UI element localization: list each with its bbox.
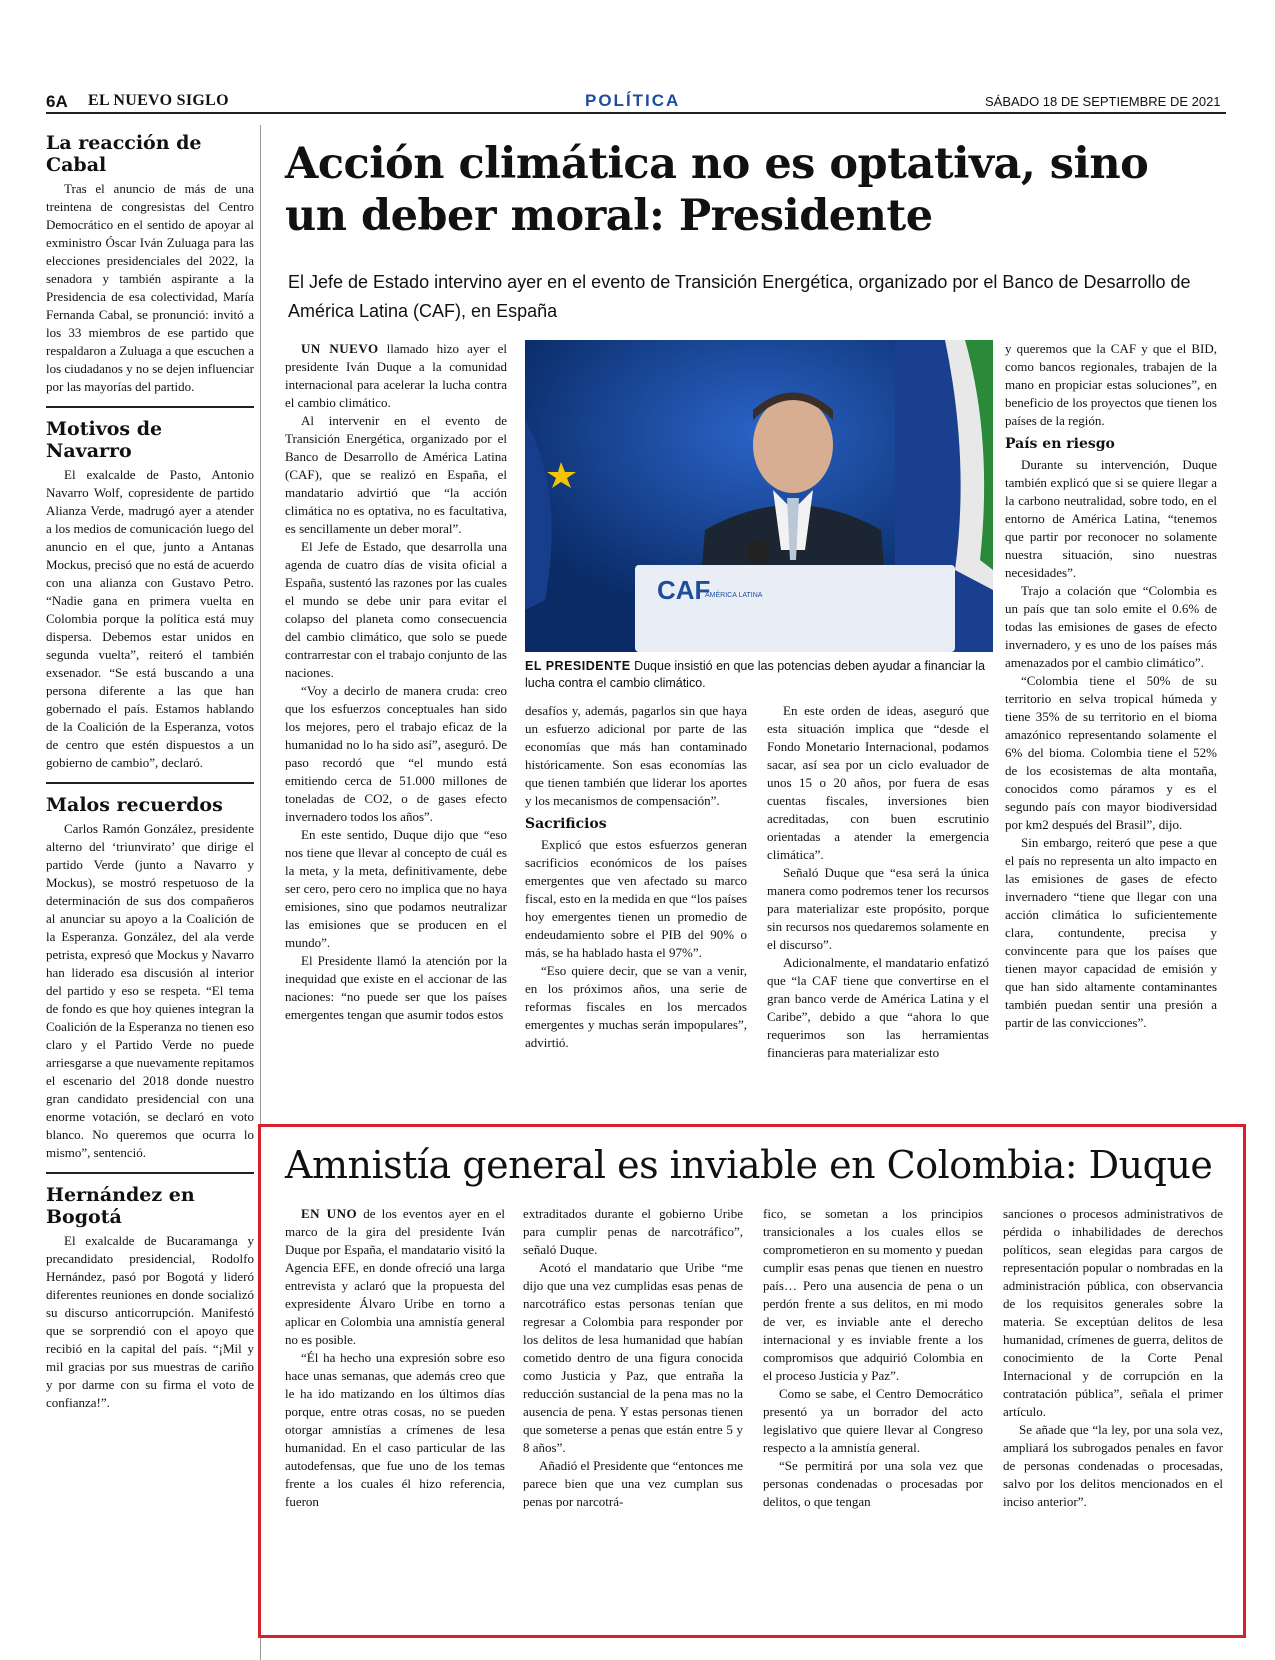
paragraph: sanciones o procesos administrativos de pérdida o inhabilidades de derechos políticos, sean elegidas para cargos de representación popular o nombradas en la administración pública, con observancia de los requisitos generales sobre la materia. Se exceptúan delitos de lesa humanidad, crímenes de guerra, delitos de conocimiento de la Corte Penal Internacional y de corrupción en la contratación pública”, señala el primer artículo.	[1003, 1206, 1223, 1419]
page-number: 6A	[46, 92, 68, 111]
sidebar-item-title: Motivos de Navarro	[46, 418, 163, 462]
caf-logo: CAF	[657, 575, 711, 605]
paragraph: Añadió el Presidente que “entonces me parece bien que una vez cumplan sus penas por narcotrá-	[523, 1458, 743, 1509]
section-label: POLÍTICA	[585, 91, 681, 110]
sidebar-item-text: Tras el anuncio de más de una treintena de congresistas del Centro Democrático en el sentido de apoyar al exministro Óscar Iván Zuluaga para las elecciones presidenciales del 2022, la senadora y también aspirante a la Presidencia de esa colectividad, María Fernanda Cabal, se pronunció: invitó a los 33 miembros de ese partido que respaldaron a Zuluaga a que escuchen a los ciudadanos y no se dejen influenciar por las mayorías del partido.	[46, 181, 254, 394]
paragraph: Al intervenir en el evento de Transición Energética, organizado por el Banco de Desarrollo de América Latina (CAF), que se realizó en España, el mandatario advirtió que “la acción climática no es optativa, no es facultativa, es sencillamente un deber moral”.	[285, 413, 507, 536]
paragraph: “Él ha hecho una expresión sobre eso hace unas semanas, que además creo que le ha ido matizando en los últimos días porque, entre otras cosas, no se pueden otorgar amnistías a crímenes de lesa humanidad. En el caso particular de las autodefensas, que fue uno de los temas frente a los cuales él hizo referencia, fueron	[285, 1350, 505, 1509]
divider	[46, 782, 254, 784]
paragraph: UN NUEVO llamado hizo ayer el presidente Iván Duque a la comunidad internacional para acelerar la lucha contra el cambio climático.	[285, 341, 507, 410]
sidebar-item	[46, 418, 254, 772]
header-rule	[46, 112, 1226, 114]
paragraph: Durante su intervención, Duque también explicó que si se quiere llegar a la carbono neutralidad, sobre todo, en el entorno de América Latina, “tenemos que partir por reconocer no solamente nuestra situación, sino nuestras necesidades”.	[1005, 457, 1217, 580]
paragraph: Se añade que “la ley, por una sola vez, ampliará los subrogados penales en favor de personas condenadas o procesadas, salvo por los delitos mencionados en el inciso anterior”.	[1003, 1422, 1223, 1509]
sidebar-item	[46, 132, 254, 396]
article-column	[1005, 340, 1217, 1032]
photo-illustration	[525, 340, 993, 652]
paragraph: Adicionalmente, el mandatario enfatizó que “la CAF tiene que convertirse en el gran banco verde de América Latina y el Caribe”, debido a que “ahora lo que requerimos son las herramientas financieras para materializar esto	[767, 955, 989, 1060]
paragraph: Sin embargo, reiteró que pese a que el país no representa un alto impacto en las emisiones de gases de efecto invernadero “tiene que llegar con una acción climática lo suficientemente clara, contundente, precisa y convincente para que los países que tienen mayor capacidad de emisión y que han sido altamente contaminantes también puedan sentir una presión a partir de las convicciones”.	[1005, 835, 1217, 1030]
article-column	[285, 1205, 505, 1511]
paragraph: “Se permitirá por una sola vez que personas condenadas o procesadas por delitos, o que tengan	[763, 1458, 983, 1509]
paragraph: Explicó que estos esfuerzos generan sacrificios económicos de los países emergentes que ven afectado su marco fiscal, esto en la medida en que “los países hoy emergentes tienen un promedio de endeudamiento sobre el PIB del 90% o más, se ha hablado hasta el 97%”.	[525, 837, 748, 960]
main-headline: Acción climática no es optativa, sino un deber moral: Presidente	[285, 139, 1149, 241]
article-column	[767, 702, 989, 1062]
lead-in: UN NUEVO	[301, 341, 379, 356]
caption-text: Duque insistió en que las potencias deben ayudar a financiar la lucha contra el cambio climático.	[525, 659, 986, 690]
paragraph: EN UNO de los eventos ayer en el marco de la gira del presidente Iván Duque por España, el mandatario visitó la Agencia EFE, en donde ofreció una larga entrevista y aclaró que la propuesta del expresidente Álvaro Uribe en torno a aplicar en Colombia una amnistía general no es posible.	[285, 1206, 505, 1347]
sidebar-item-title: Malos recuerdos	[46, 794, 223, 816]
caption-lead: EL PRESIDENTE	[525, 659, 631, 673]
issue-date: SÁBADO 18 DE SEPTIEMBRE DE 2021	[985, 94, 1221, 109]
paragraph: y queremos que la CAF y que el BID, como bancos regionales, trabajen de la mano en propiciar estas soluciones”, en beneficio de los proyectos que tienen los países de la región.	[1005, 341, 1217, 428]
paragraph: Acotó el mandatario que Uribe “me dijo que una vez cumplidas esas penas de narcotráfico estas personas tenían que regresar a Colombia para responder por los delitos de lesa humanidad que habían cometido dentro de una figura conocida como Justicia y Paz, que entraña la reducción sustancial de la pena mas no la ausencia de pena. Y estas personas tienen que someterse a penas que están entre 5 y 8 años”.	[523, 1260, 743, 1455]
paragraph: En este orden de ideas, aseguró que esta situación implica que “desde el Fondo Monetario Internacional, podamos sacar, así sea por un ciclo evaluador de unos 15 o 20 años, por fuera de esas cuentas fiscales, inversiones bien acreditadas, con buen escrutinio orientadas a atender la emergencia climática”.	[767, 703, 989, 862]
paragraph: “Eso quiere decir, que se van a venir, en los próximos años, una serie de reformas fiscales en los mercados emergentes y muchas serán impopulares”, advirtió.	[525, 963, 747, 1050]
lead-in: EN UNO	[301, 1206, 358, 1221]
article-column	[525, 702, 747, 1052]
paragraph: “Colombia tiene el 50% de su territorio en selva tropical húmeda y tiene 35% de su territorio en el bioma amazónico representando solamente el 6% del bioma. Colombia tiene el 52% de los ecosistemas de alta montaña, conocidos como páramos y es el segundo país con mayor biodiversidad por km2 después del Brasil”, dijo.	[1005, 673, 1217, 832]
paragraph: Como se sabe, el Centro Democrático presentó ya un borrador del acto legislativo que quiere llevar al Congreso respecto a la amnistía general.	[763, 1386, 983, 1455]
sidebar-item-title: La reacción de Cabal	[46, 132, 202, 176]
main-deck: El Jefe de Estado intervino ayer en el evento de Transición Energética, organizado por el Banco de Desarrollo de América Latina (CAF), en España	[288, 272, 1191, 321]
divider	[46, 1172, 254, 1174]
paragraph: Señaló Duque que “esa será la única manera como podremos tener los recursos para materializar este propósito, porque sin recursos nos quedaremos solamente en el discurso”.	[767, 865, 989, 952]
paragraph: Trajo a colación que “Colombia es un país que tan solo emite el 0.6% de todas las emisiones de gases de efecto invernadero, y es uno de los países más amenazados por el cambio climático”.	[1005, 583, 1217, 670]
divider	[46, 406, 254, 408]
subheading: Sacrificios	[525, 816, 607, 832]
secondary-headline: Amnistía general es inviable en Colombia: Duque	[285, 1143, 1213, 1187]
sidebar-item-text: Carlos Ramón González, presidente alterno del ‘triunvirato’ que dirige el partido Verde (junto a Navarro y Mockus), se mostró respetuoso de la determinación de sus dos compañeros al anunciar su apoyo a la Coalición de la Esperanza. González, del ala verde petrista, expresó que Mockus y Navarro han liderado esa discusión al interior del partido y eso se respeta. “El tema de fondo es que hoy quienes integran la Coalición de la Esperanza no tienen eso claro y el Partido Verde no puede arriesgarse a que nuevamente repitamos el escenario del 2018 donde nuestro gran candidato presidencial con una enorme votación, se declaró en voto blanco. No queremos que ocurra lo mismo”, sentenció.	[46, 821, 254, 1160]
article-column	[285, 340, 507, 1024]
caf-logo-subtitle: AMÉRICA LATINA	[705, 592, 763, 599]
paragraph: desafíos y, además, pagarlos sin que haya un esfuerzo adicional por parte de las economías que más han contaminado históricamente. Son esas economías las que tienen también que liderar los aportes y los mecanismos de compensación”.	[525, 703, 747, 808]
sidebar-item-title: Hernández en Bogotá	[46, 1184, 195, 1228]
paragraph: extraditados durante el gobierno Uribe para cumplir penas de narcotráfico”, señaló Duque.	[523, 1206, 743, 1257]
sidebar-item-text: El exalcalde de Bucaramanga y precandidato presidencial, Rodolfo Hernández, pasó por Bogotá y lideró diferentes reuniones en donde socializó su discurso anticorrupción. Manifestó que se sorprendió con el apoyo que recibió en la capital del país. “¡Mil y mil gracias por sus muestras de cariño y por darme con su firma el voto de confianza!”.	[46, 1233, 254, 1410]
sidebar-item-text: El exalcalde de Pasto, Antonio Navarro Wolf, copresidente de partido Alianza Verde, madrugó ayer a atender a los medios de comunicación luego del anuncio en el que, junto a Antanas Mockus, precisó que no está de acuerdo con una alianza con Gustavo Petro. “Nadie gana en primera vuelta en Colombia porque la política está muy dispersa. Debemos estar unidos en segunda vuelta”, reiteró el también exsenador. “Se está buscando a una persona diferente a las que han gobernado el país. Estamos hablando de la Coalición de la Esperanza, votos de centro que estén dispuestos a un gobierno de cambio”, declaró.	[46, 467, 254, 770]
paragraph: El Jefe de Estado, que desarrolla una agenda de cuatro días de visita oficial a España, sustentó las razones por las cuales el mundo se debe unir para evitar el colapso del planeta como consecuencia del cambio climático, que solo se puede contrarrestar con el trabajo conjunto de las naciones.	[285, 539, 507, 680]
paragraph: En este sentido, Duque dijo que “eso nos tiene que llevar al concepto de cuál es la meta, y la meta, definitivamente, debe ser cero, pero cero no implica que no haya emisiones, sino que podamos neutralizar las emisiones que se producen en el mundo”.	[285, 827, 507, 950]
photo-president	[525, 340, 993, 652]
subheading: País en riesgo	[1005, 436, 1115, 452]
paragraph: fico, se sometan a los principios transicionales a los cuales ellos se comprometieron en su momento y puedan cumplir esas penas que tienen en nuestro país… Pero una ausencia de pena o un perdón frente a sus delitos, en mi modo de ver, es inviable ante el derecho internacional y es inviable frente a los compromisos que adquirió Colombia en el proceso Justicia y Paz”.	[763, 1206, 983, 1383]
newspaper-name: EL NUEVO SIGLO	[88, 92, 229, 109]
photo-caption	[525, 658, 993, 692]
paragraph: “Voy a decirlo de manera cruda: creo que los esfuerzos conceptuales han sido los mejores, pero el trabajo eficaz de la humanidad no lo ha sido así”, aseguró. De paso recordó que “el mundo está emitiendo cerca de 51.000 millones de toneladas de CO2, o de gases efecto invernadero todos los años”.	[285, 683, 507, 824]
sidebar-item	[46, 794, 254, 1162]
article-column	[763, 1205, 983, 1511]
paragraph: El Presidente llamó la atención por la inequidad que existe en el accionar de las naciones: “no puede ser que los países emergentes tengan que asumir todos estos	[285, 953, 507, 1022]
sidebar-item	[46, 1184, 254, 1412]
article-column	[1003, 1205, 1223, 1511]
sidebar	[46, 132, 254, 1412]
article-column	[523, 1205, 743, 1511]
